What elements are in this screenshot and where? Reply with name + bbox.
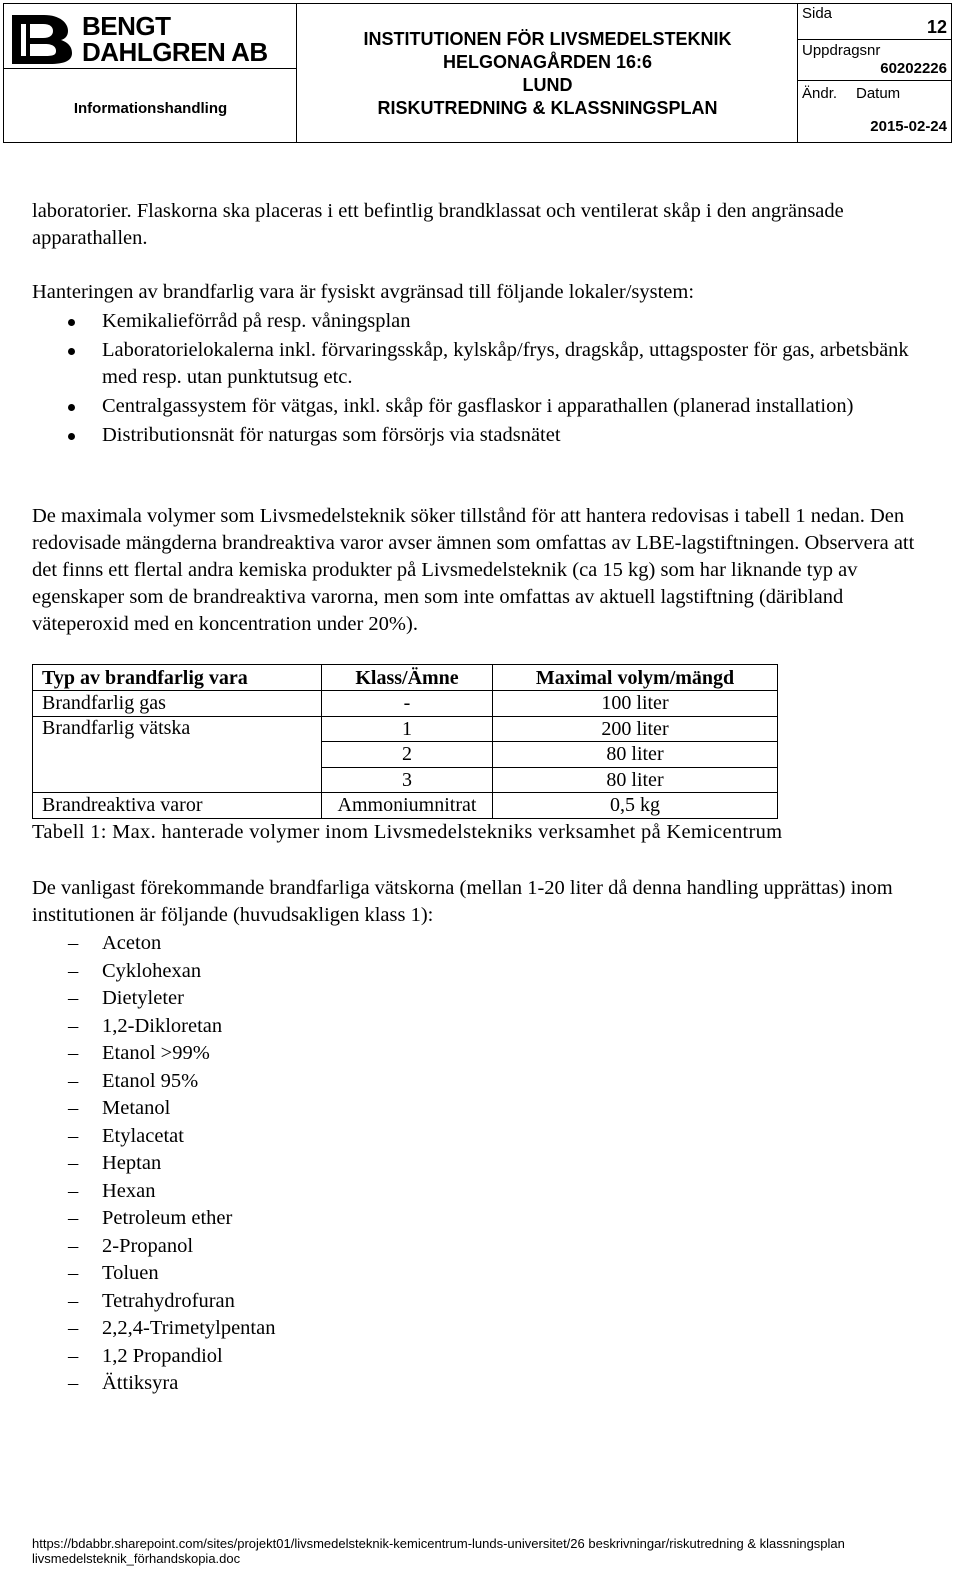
list-item-text: Laboratorielokalerna inkl. förvaringsskåp, kylskåp/frys, dragskåp, uttagsposter för gas, arbetsbänk med resp. utan punktutsug etc. — [102, 339, 909, 388]
table-cell-volume: 100 liter — [493, 691, 778, 717]
footer-path-line1: https://bdabbr.sharepoint.com/sites/projekt01/livsmedelsteknik-kemicentrum-lunds-universitet/26 beskrivningar/riskutredning & klassningsplan — [32, 1536, 845, 1551]
header-meta-cell — [798, 4, 951, 142]
dash-marker: – — [68, 1207, 79, 1229]
list-item — [32, 422, 928, 449]
logo-text-line2: DAHLGREN AB — [82, 37, 268, 67]
date-value: 2015-02-24 — [870, 118, 947, 135]
bullet-icon — [68, 319, 75, 326]
solvent-name: Hexan — [102, 1179, 156, 1202]
table-cell-class: 3 — [322, 767, 493, 793]
list-item — [32, 1343, 632, 1371]
column-header-class: Klass/Ämne — [322, 665, 493, 691]
solvent-name: Heptan — [102, 1152, 162, 1174]
table-cell-volume: 200 liter — [493, 716, 778, 742]
table-caption: Tabell 1: Max. hanterade volymer inom Livsmedelstekniks verksamhet på Kemicentrum — [32, 821, 783, 843]
dash-marker: – — [68, 959, 79, 982]
handling-locations-list — [32, 308, 928, 451]
table-header-row — [33, 665, 778, 691]
list-item — [32, 1205, 632, 1233]
dash-marker: – — [68, 1014, 79, 1037]
table-cell-volume: 0,5 kg — [493, 793, 778, 819]
list-item-text: Centralgassystem för vätgas, inkl. skåp för gasflaskor i apparathallen (planerad installation) — [102, 395, 854, 417]
solvent-name: 2,2,4-Trimetylpentan — [102, 1317, 276, 1339]
dash-marker: – — [68, 1179, 79, 1202]
assignment-number: 60202226 — [880, 60, 947, 77]
solvent-list — [32, 930, 632, 1398]
list-item — [32, 930, 632, 958]
solvent-name: 1,2-Dikloretan — [102, 1014, 223, 1037]
paragraph-laboratories: laboratorier. Flaskorna ska placeras i ett befintlig brandklassat och ventilerat skåp i den angränsade apparathallen. — [32, 200, 844, 249]
dash-marker: – — [68, 1344, 79, 1367]
dash-marker: – — [68, 1234, 79, 1257]
paragraph-handling-intro: Hanteringen av brandfarlig vara är fysiskt avgränsad till följande lokaler/system: — [32, 281, 695, 303]
solvent-name: Metanol — [102, 1097, 171, 1119]
list-item-text: Kemikalieförråd på resp. våningsplan — [102, 310, 411, 332]
list-item — [32, 1013, 632, 1041]
revision-label: Ändr. — [802, 85, 838, 102]
dash-marker: – — [68, 1317, 79, 1339]
dash-marker: – — [68, 1069, 79, 1092]
assignment-number-label: Uppdragsnr — [802, 42, 881, 59]
table-cell-volume: 80 liter — [493, 767, 778, 793]
table-row — [33, 793, 778, 819]
bullet-icon — [68, 404, 75, 411]
company-logo-icon — [10, 13, 76, 65]
document-header — [3, 3, 952, 143]
list-item — [32, 1370, 632, 1398]
dash-marker: – — [68, 1042, 79, 1064]
list-item — [32, 1288, 632, 1316]
list-item — [32, 1123, 632, 1151]
table-cell-type: Brandreaktiva varor — [33, 793, 322, 819]
table-cell-class: - — [322, 691, 493, 717]
dash-marker: – — [68, 1124, 79, 1147]
header-title-cell — [297, 4, 798, 142]
logo-cell — [4, 4, 297, 69]
list-item — [32, 1260, 632, 1288]
table-row — [33, 691, 778, 717]
assignment-number-cell — [798, 40, 951, 81]
solvent-name: Aceton — [102, 932, 162, 954]
list-item — [32, 1150, 632, 1178]
table-cell-class: 1 — [322, 716, 493, 742]
solvent-name: Cyklohexan — [102, 959, 202, 982]
footer-path-line2: livsmedelsteknik_förhandskopia.doc — [32, 1551, 241, 1566]
list-item — [32, 1068, 632, 1096]
logo-text-line1: BENGT — [82, 11, 171, 41]
solvent-name: Etylacetat — [102, 1124, 184, 1147]
solvent-name: 2-Propanol — [102, 1234, 194, 1257]
date-cell — [798, 81, 951, 142]
table-cell-type: Brandfarlig vätska — [33, 716, 322, 793]
dash-marker: – — [68, 1262, 79, 1284]
bullet-icon — [68, 433, 75, 440]
list-item — [32, 308, 928, 335]
header-title-line4: RISKUTREDNING & KLASSNINGSPLAN — [377, 98, 718, 118]
table-cell-type: Brandfarlig gas — [33, 691, 322, 717]
solvent-name: Tetrahydrofuran — [102, 1289, 235, 1312]
solvent-name: Ättiksyra — [102, 1372, 179, 1394]
volumes-table — [32, 664, 778, 819]
table-cell-class: Ammoniumnitrat — [322, 793, 493, 819]
header-title-line2: HELGONAGÅRDEN 16:6 — [442, 52, 653, 72]
solvent-name: Toluen — [102, 1262, 159, 1284]
solvent-name: Petroleum ether — [102, 1207, 233, 1229]
solvent-name: Etanol >99% — [102, 1042, 210, 1064]
dash-marker: – — [68, 1289, 79, 1312]
page-number: 12 — [926, 17, 947, 37]
list-item — [32, 393, 928, 420]
dash-marker: – — [68, 1152, 79, 1174]
list-item — [32, 1178, 632, 1206]
page-number-cell — [798, 4, 951, 40]
header-title-line3: LUND — [522, 75, 573, 95]
list-item — [32, 1233, 632, 1261]
column-header-volume: Maximal volym/mängd — [493, 665, 778, 691]
dash-marker: – — [68, 932, 79, 954]
list-item — [32, 1315, 632, 1343]
dash-marker: – — [68, 1372, 79, 1394]
table-cell-class: 2 — [322, 742, 493, 768]
header-title-line1: INSTITUTIONEN FÖR LIVSMEDELSTEKNIK — [363, 29, 732, 49]
dash-marker: – — [68, 987, 79, 1009]
solvent-name: 1,2 Propandiol — [102, 1344, 223, 1367]
document-type-label: Informationshandling — [73, 100, 228, 117]
paragraph-maximum-volumes: De maximala volymer som Livsmedelsteknik söker tillstånd för att hantera redovisas i tabell 1 nedan. Den redovisade mängderna brandreaktiva varor avser ämnen som omfattas av LBE-lagstiftningen. Observera att det finns ett flertal andra kemiska produkter på Livsmedelsteknik (ca 15 kg) som har liknande typ av egenskaper som de brandreaktiva varorna, men som inte omfattas av aktuell lagstiftning (däribland väteperoxid med en koncentration under 20%). — [32, 505, 915, 635]
info-cell — [4, 69, 297, 142]
paragraph-common-liquids: De vanligast förekommande brandfarliga vätskorna (mellan 1-20 liter då denna handling upprättas) inom institutionen är följande (huvudsakligen klass 1): — [32, 877, 893, 926]
list-item — [32, 337, 928, 391]
column-header-type: Typ av brandfarlig vara — [33, 665, 322, 691]
list-item — [32, 958, 632, 986]
bullet-icon — [68, 348, 75, 355]
page-label: Sida — [802, 5, 833, 22]
table-cell-volume: 80 liter — [493, 742, 778, 768]
solvent-name: Dietyleter — [102, 987, 184, 1009]
list-item — [32, 1095, 632, 1123]
list-item-text: Distributionsnät för naturgas som försörjs via stadsnätet — [102, 424, 561, 446]
dash-marker: – — [68, 1097, 79, 1119]
list-item — [32, 1040, 632, 1068]
table-row — [33, 716, 778, 742]
date-label: Datum — [856, 85, 901, 102]
list-item — [32, 985, 632, 1013]
solvent-name: Etanol 95% — [102, 1069, 199, 1092]
